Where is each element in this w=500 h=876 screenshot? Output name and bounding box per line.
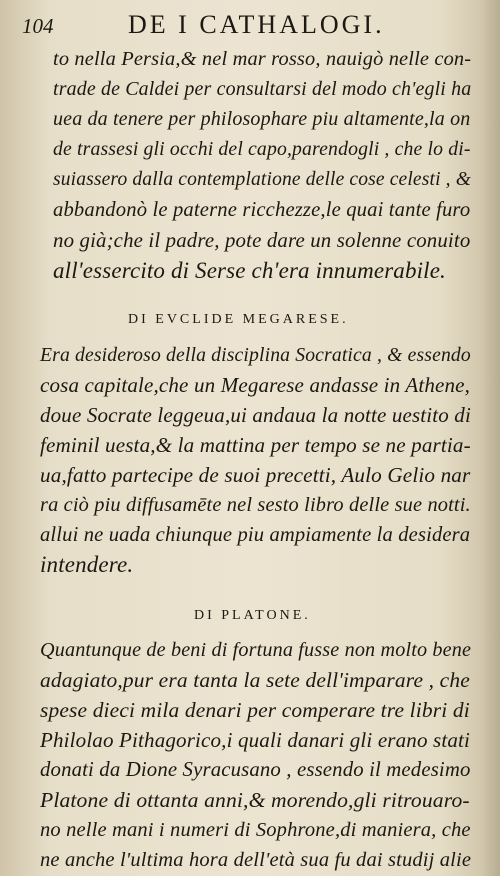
section-heading: DI PLATONE. xyxy=(194,608,311,623)
text-line: ua,fatto partecipe de suoi precetti, Aulo Gelio nar xyxy=(40,463,471,487)
page-number: 104 xyxy=(22,14,54,38)
text-line: abbandonò le paterne ricchezze,le quai tante furo xyxy=(53,199,471,221)
text-line: trade de Caldei per consultarsi del modo ch'egli ha xyxy=(53,78,472,100)
text-line: Platone di ottanta anni,& morendo,gli ritrouaro- xyxy=(40,788,470,812)
text-line: doue Socrate leggeua,ui andaua la notte uestito di xyxy=(40,403,471,427)
text-line: intendere. xyxy=(40,552,134,577)
text-line: no già;che il padre, pote dare un solenne conuito xyxy=(53,228,471,252)
text-line: ra ciò piu diffusamēte nel sesto libro delle sue notti. xyxy=(40,494,471,516)
text-line: Philolao Pithagorico,i quali danari gli erano stati xyxy=(40,728,471,752)
text-line: suiassero dalla contemplatione delle cose celesti , & xyxy=(53,169,472,190)
text-line: Era desideroso della disciplina Socratica , & essendo xyxy=(40,344,471,366)
page-edge-shading xyxy=(482,0,500,876)
text-line: spese dieci mila denari per comperare tre libri di xyxy=(40,698,470,722)
running-title: DE I CATHALOGI. xyxy=(128,10,385,39)
text-line: adagiato,pur era tanta la sete dell'imparare , che xyxy=(40,668,470,692)
text-line: uea da tenere per philosophare piu altamente,la on xyxy=(53,108,471,130)
text-line: to nella Persia,& nel mar rosso, nauigò nelle con- xyxy=(53,48,472,70)
text-line: cosa capitale,che un Megarese andasse in Athene, xyxy=(40,373,471,397)
page-header xyxy=(22,6,462,42)
section-heading: DI EVCLIDE MEGARESE. xyxy=(128,312,349,327)
text-line: feminil uesta,& la mattina per tempo se ne partia- xyxy=(40,433,471,457)
text-line: all'essercito di Serse ch'era innumerabile. xyxy=(53,258,446,283)
text-line: allui ne uada chiunque piu ampiamente la desidera xyxy=(40,524,471,546)
text-line: donati da Dione Syracusano , essendo il medesimo xyxy=(40,758,471,781)
text-line: Quantunque de beni di fortuna fusse non molto bene xyxy=(40,639,472,661)
text-line: ne anche l'ultima hora dell'età sua fu dai studij alie xyxy=(40,849,472,871)
text-line: no nelle mani i numeri di Sophrone,di maniera, che xyxy=(40,819,471,841)
text-line: de trassesi gli occhi del capo,parendogli , che lo di- xyxy=(53,138,471,160)
